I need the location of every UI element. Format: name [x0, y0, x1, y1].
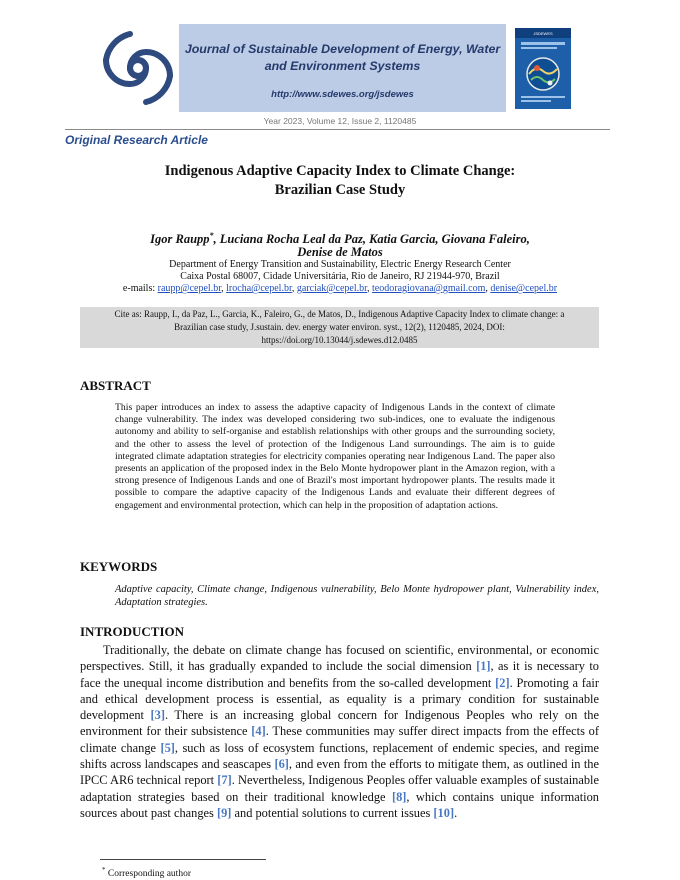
- email-link[interactable]: raupp@cepel.br: [157, 283, 222, 294]
- doi-link[interactable]: https://doi.org/10.13044/j.sdewes.d12.0485: [261, 335, 418, 345]
- article-title: Indigenous Adaptive Capacity Index to Climate Change: Brazilian Case Study: [164, 163, 516, 198]
- journal-banner: [179, 24, 506, 112]
- introduction-heading: INTRODUCTION: [80, 624, 185, 639]
- journal-logo-icon: [100, 30, 176, 106]
- reference-link[interactable]: [8]: [391, 789, 407, 804]
- email-link[interactable]: lrocha@cepel.br: [226, 283, 292, 294]
- journal-title: Journal of Sustainable Development of Energy, Water and Environment Systems: [184, 42, 501, 73]
- svg-text:JSDEWES: JSDEWES: [533, 31, 553, 36]
- intro-text-run: . There is an increasing global concern for Indigenous Peoples who rely on the environment for their subsistence: [80, 708, 599, 739]
- reference-link[interactable]: [2]: [495, 675, 510, 690]
- intro-text-run: . These communities may suffer direct impacts from the effects of climate change: [80, 724, 599, 755]
- affiliation-address: Caixa Postal 68007, Cidade Universitária, Rio de Janeiro, RJ 21944-970, Brazil: [180, 271, 500, 282]
- email-link[interactable]: denise@cepel.br: [490, 283, 558, 294]
- intro-text-run: , which contains unique information sources about past changes: [80, 789, 599, 820]
- reference-link[interactable]: [6]: [274, 757, 289, 772]
- intro-text-run: , such as loss of ecosystem functions, replacement of endemic species, and regime shifts across landscapes and seascapes: [80, 740, 599, 772]
- journal-cover-image: [515, 28, 571, 109]
- header-divider: [65, 129, 610, 130]
- intro-text-run: .: [454, 805, 458, 820]
- reference-link[interactable]: [1]: [476, 659, 491, 674]
- intro-text-run: . Promoting a fair and ethical development process is essential, as equality is a primary condition for sustainable development: [80, 675, 599, 723]
- introduction-text: [80, 642, 599, 821]
- email-list: e-mails: raupp@cepel.br, lrocha@cepel.br, garciak@cepel.br, teodoragiovana@gmail.com, denise@cepel.br: [122, 283, 558, 294]
- intro-text-run: Traditionally, the debate on climate change has focused on scientific, environmental, or economic perspectives. Still, it has gradually expanded to include the social dimension: [80, 643, 599, 674]
- reference-link[interactable]: [10]: [433, 805, 455, 820]
- intro-text-run: , and even from the efforts to mitigate them, as outlined in the IPCC AR6 technical report: [80, 757, 599, 788]
- affiliation-department: Department of Energy Transition and Sustainability, Electric Energy Research Center: [169, 259, 511, 270]
- abstract-heading: ABSTRACT: [80, 378, 151, 393]
- cover-art-icon: [515, 28, 571, 109]
- intro-text-run: . Nevertheless, Indigenous Peoples offer valuable examples of sustainable adaptation strategies based on their traditional knowledge: [80, 773, 599, 804]
- email-link[interactable]: teodoragiovana@gmail.com: [372, 283, 486, 294]
- citation-box: Cite as: Raupp, I., da Paz, L., Garcia, K., Faleiro, G., de Matos, D., Indigenous Adaptive Capacity Index to climate change: a Brazilian case study, J.sustain. dev. energy water environ. syst., 12(2), 1120485, 2024, DOI: https://doi.org/10.13044/j.sdewes.d12.0485: [80, 307, 599, 348]
- reference-link[interactable]: [4]: [251, 724, 266, 739]
- keywords-heading: KEYWORDS: [80, 559, 158, 574]
- corresponding-mark: *: [209, 231, 214, 240]
- reference-link[interactable]: [7]: [217, 773, 232, 788]
- reference-link[interactable]: [3]: [150, 708, 165, 723]
- intro-text-run: and potential solutions to current issues: [231, 805, 434, 820]
- email-link[interactable]: garciak@cepel.br: [296, 283, 368, 294]
- volume-line: Year 2023, Volume 12, Issue 2, 1120485: [263, 116, 417, 126]
- intro-text-run: , as it is necessary to face the unequal income distribution and benefits from the so-called development: [80, 659, 599, 690]
- author-list: Igor Raupp*, Luciana Rocha Leal da Paz, Katia Garcia, Giovana Faleiro, Denise de Matos: [150, 231, 530, 260]
- keywords-text: Adaptive capacity, Climate change, Indigenous vulnerability, Belo Monte hydropower plant, Vulnerability index, Adaptation strategies.: [115, 584, 599, 608]
- reference-link[interactable]: [5]: [160, 740, 175, 755]
- journal-url[interactable]: http://www.sdewes.org/jsdewes: [271, 89, 414, 100]
- abstract-text: This paper introduces an index to assess the adaptive capacity of Indigenous Lands in the context of climate change vulnerability. The index was developed considering two sub-indices, one to evaluate the indigenous autonomy and ability to self-organise and establish relationships with other groups and the surrounding society, and the other to assess the level of protection of the Indigenous Land surroundings. The aim is to guide integrated climate adaptation strategies for electricity companies operating near Indigenous Land. The paper also presents an application of the proposed index in the Belo Monte hydropower plant in the Amazon region, with a strong presence of Indigenous Lands and one of Brazil's most important hydropower plants. The results made it possible to compare the adaptive capacity of the Indigenous Lands and evaluate their different degrees of engagement and environmental protection, which can help in the proposition of adaptation actions.: [115, 402, 555, 511]
- footnote-divider: [100, 859, 266, 860]
- footnote: * Corresponding author: [102, 866, 191, 880]
- article-type: Original Research Article: [65, 133, 208, 147]
- reference-link[interactable]: [9]: [216, 805, 232, 820]
